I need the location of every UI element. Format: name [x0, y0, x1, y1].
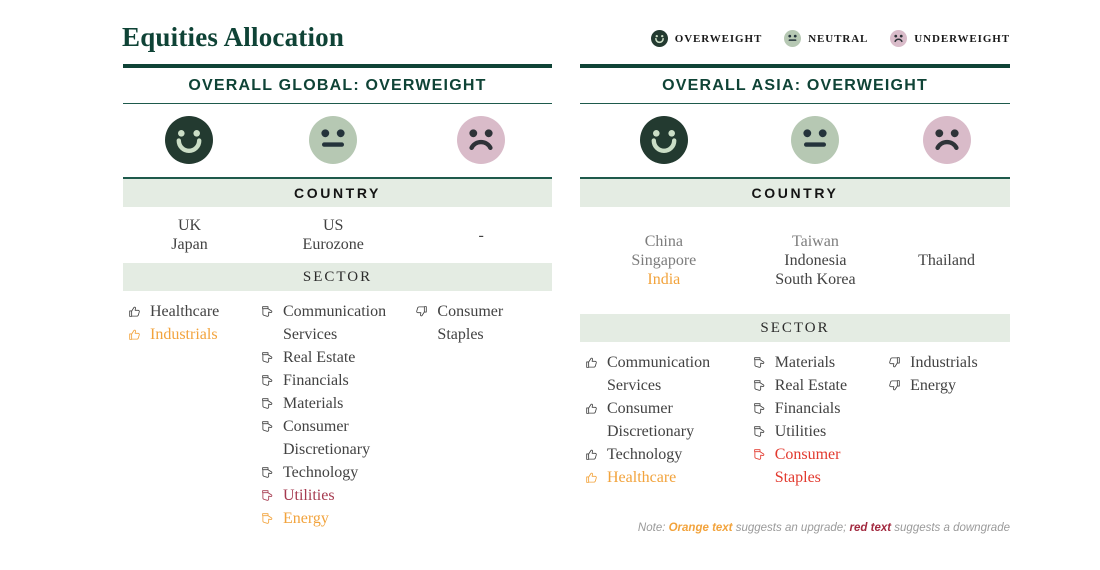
sector-label: Materials — [774, 354, 836, 371]
sector-label: Industrials — [910, 354, 978, 371]
sector-item — [415, 300, 552, 346]
sector-label: Real Estate — [774, 377, 848, 394]
country-label: Japan — [171, 236, 208, 253]
sector-item — [261, 507, 410, 530]
sector-item — [585, 466, 748, 489]
legend-item-neutral — [784, 30, 868, 47]
sector-column-neutral — [256, 300, 410, 530]
thumb-sideways-icon — [753, 402, 766, 415]
country-column-underweight — [410, 216, 552, 254]
thumb-up-icon — [585, 471, 598, 484]
countries-row — [580, 207, 1010, 314]
sector-item — [585, 397, 748, 443]
faces-row — [580, 104, 1010, 177]
sector-section-header: SECTOR — [580, 314, 1010, 342]
neutral-face-icon — [791, 116, 839, 164]
country-label: Taiwan — [791, 233, 839, 250]
global-panel — [123, 64, 552, 530]
sector-column-underweight — [883, 351, 1010, 489]
thumb-sideways-icon — [753, 425, 766, 438]
sector-label: Consumer Discretionary — [607, 400, 695, 440]
sector-item — [261, 392, 410, 415]
country-column-overweight — [123, 216, 256, 254]
note-middle: suggests an upgrade; — [732, 522, 850, 534]
stance-legend — [651, 30, 1010, 47]
sector-label: Technology — [282, 464, 359, 481]
sector-label: Materials — [282, 395, 344, 412]
thumb-sideways-icon — [261, 489, 274, 502]
sector-section-header: SECTOR — [123, 263, 552, 291]
thumb-sideways-icon — [261, 374, 274, 387]
country-label: UK — [177, 217, 202, 234]
footnote — [638, 522, 1010, 534]
thumb-sideways-icon — [261, 466, 274, 479]
legend-item-underweight — [890, 30, 1010, 47]
country-label: Indonesia — [784, 252, 847, 269]
sector-item — [888, 351, 1010, 374]
country-label: US — [322, 217, 344, 234]
sector-label: Real Estate — [282, 349, 356, 366]
legend-label: OVERWEIGHT — [674, 32, 763, 45]
thumb-down-icon — [888, 379, 901, 392]
country-section-header: COUNTRY — [123, 177, 552, 207]
country-column-overweight — [580, 232, 748, 289]
countries-row — [123, 207, 552, 263]
sector-item — [128, 300, 256, 323]
legend-label: NEUTRAL — [808, 32, 869, 45]
sector-label: Financials — [282, 372, 349, 389]
sector-column-underweight — [410, 300, 552, 530]
face-cell-overweight — [580, 116, 748, 164]
sector-label: Energy — [282, 510, 329, 527]
sector-item — [585, 351, 748, 397]
sector-item — [753, 397, 883, 420]
country-label: India — [647, 271, 681, 288]
country-section-header: COUNTRY — [580, 177, 1010, 207]
thumb-sideways-icon — [261, 351, 274, 364]
sector-column-overweight — [123, 300, 256, 530]
thumb-up-icon — [128, 305, 141, 318]
country-label: Thailand — [918, 252, 975, 269]
sector-item — [753, 420, 883, 443]
sector-label: Consumer Staples — [774, 446, 841, 486]
sector-item — [261, 369, 410, 392]
face-cell-overweight — [123, 116, 256, 164]
overweight-face-icon — [640, 116, 688, 164]
overweight-face-icon — [651, 30, 668, 47]
note-prefix: Note: — [637, 522, 669, 534]
sectors-row — [580, 342, 1010, 489]
neutral-face-icon — [784, 30, 801, 47]
country-column-neutral — [256, 216, 410, 254]
thumb-up-icon — [585, 356, 598, 369]
thumb-down-icon — [415, 305, 428, 318]
thumb-sideways-icon — [261, 305, 274, 318]
thumb-sideways-icon — [261, 512, 274, 525]
face-cell-neutral — [748, 116, 883, 164]
sector-item — [128, 323, 256, 346]
country-label: Eurozone — [302, 236, 364, 253]
sector-label: Energy — [910, 377, 957, 394]
face-cell-neutral — [256, 116, 410, 164]
country-label: China — [644, 233, 683, 250]
sector-label: Healthcare — [150, 303, 220, 320]
sector-label: Healthcare — [607, 469, 677, 486]
country-column-underweight — [883, 232, 1010, 289]
thumb-down-icon — [888, 356, 901, 369]
sector-item — [261, 346, 410, 369]
sector-item — [261, 300, 410, 346]
country-column-neutral — [748, 232, 883, 289]
thumb-up-icon — [128, 328, 141, 341]
country-label: South Korea — [775, 271, 856, 288]
page-title: Equities Allocation — [122, 22, 345, 52]
thumb-sideways-icon — [753, 379, 766, 392]
sector-label: Utilities — [282, 487, 335, 504]
legend-label: UNDERWEIGHT — [914, 32, 1010, 45]
note-orange-text: Orange text — [668, 522, 733, 534]
thumb-up-icon — [585, 402, 598, 415]
sector-item — [753, 351, 883, 374]
sector-column-overweight — [580, 351, 748, 489]
panel-header: OVERALL ASIA: OVERWEIGHT — [662, 77, 928, 94]
sector-label: Industrials — [150, 326, 218, 343]
face-cell-underweight — [410, 116, 552, 164]
sectors-row — [123, 291, 552, 530]
thumb-sideways-icon — [261, 397, 274, 410]
legend-item-overweight — [651, 30, 762, 47]
note-suffix: suggests a downgrade — [891, 522, 1010, 534]
sector-item — [753, 374, 883, 397]
note-red-text: red text — [849, 522, 892, 534]
neutral-face-icon — [309, 116, 357, 164]
sector-item — [261, 415, 410, 461]
thumb-up-icon — [585, 448, 598, 461]
sector-label: Communication Services — [282, 303, 387, 343]
sector-item — [753, 443, 883, 489]
sector-item — [888, 374, 1010, 397]
sector-label: Utilities — [774, 423, 827, 440]
sector-item — [585, 443, 748, 466]
sector-column-neutral — [748, 351, 883, 489]
asia-panel — [580, 64, 1010, 489]
thumb-sideways-icon — [261, 420, 274, 433]
thumb-sideways-icon — [753, 356, 766, 369]
sector-item — [261, 484, 410, 507]
underweight-face-icon — [890, 30, 907, 47]
sector-label: Financials — [774, 400, 841, 417]
thumb-sideways-icon — [753, 448, 766, 461]
sector-item — [261, 461, 410, 484]
sector-label: Consumer Staples — [437, 303, 504, 343]
sector-label: Technology — [607, 446, 683, 463]
country-label: Singapore — [631, 252, 697, 269]
sector-label: Consumer Discretionary — [282, 418, 371, 458]
underweight-face-icon — [923, 116, 971, 164]
overweight-face-icon — [165, 116, 213, 164]
sector-label: Communication Services — [607, 354, 711, 394]
faces-row — [123, 104, 552, 177]
country-label: - — [478, 226, 484, 244]
panel-header: OVERALL GLOBAL: OVERWEIGHT — [188, 77, 487, 94]
underweight-face-icon — [457, 116, 505, 164]
face-cell-underweight — [883, 116, 1010, 164]
